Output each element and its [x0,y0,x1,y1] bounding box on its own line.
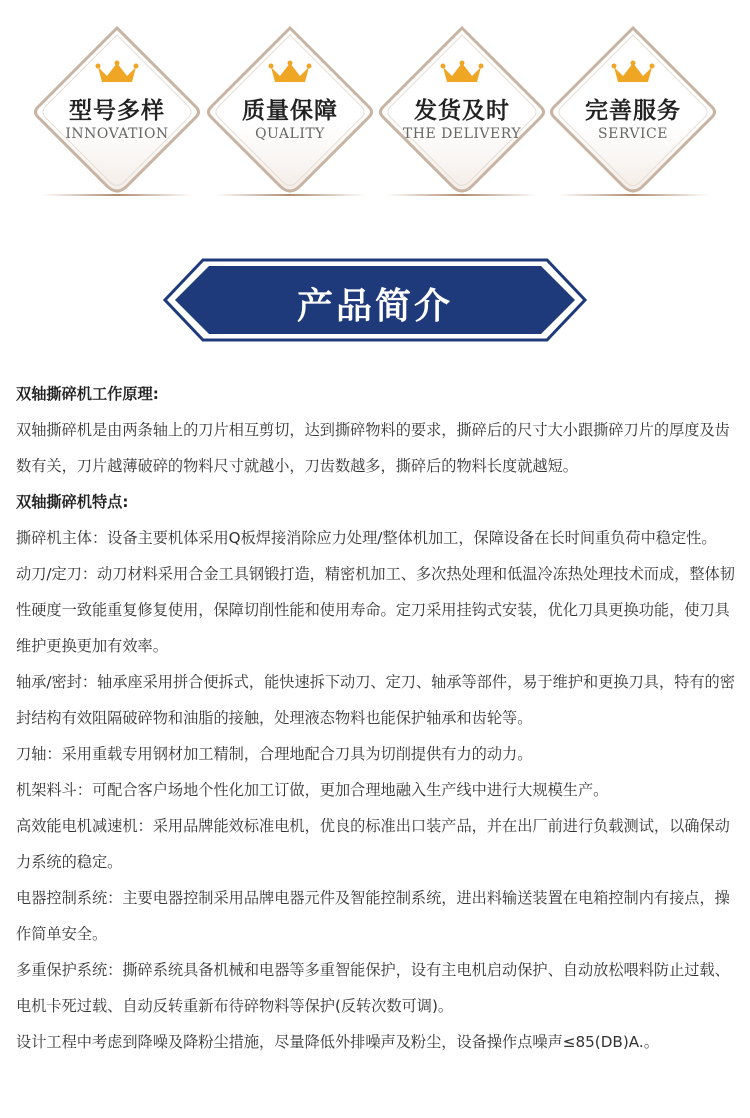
product-description [16,376,738,1060]
section-title: 产品简介 [296,286,453,327]
paragraph-body: 撕碎机主体：设备主要机体采用Q板焊接消除应力处理/整体机加工，保障设备在长时间重负荷中稳定性。 [16,529,717,547]
feature-title: 完善服务 [585,98,681,124]
principle-text: 双轴撕碎机是由两条轴上的刀片相互剪切，达到撕碎物料的要求，撕碎后的尺寸大小跟撕碎刀片的厚度及齿数有关，刀片越薄破碎的物料尺寸就越小，刀齿数越多，撕碎后的物料长度就越短。 [16,421,730,475]
crown-icon [95,60,139,86]
badge-shadow-line [558,194,708,196]
paragraph-bearing: 轴承/密封：轴承座采用拼合便拆式，能快速拆下动刀、定刀、轴承等部件，易于维护和更换刀具，特有的密封结构有效阻隔破碎物和油脂的接触，处理液态物料也能保护轴承和齿轮等。 [16,673,735,727]
paragraph-blades: 动刀/定刀：动刀材料采用合金工具钢锻打造，精密机加工、多次热处理和低温冷冻热处理技术而成，整体韧性硬度一致能重复修复使用，保障切削性能和使用寿命。定刀采用挂钩式安装，优化刀具更换功能，使刀具维护更换更加有效率。 [16,565,735,655]
badge-shadow-line [215,194,365,196]
crown-icon [611,60,655,86]
paragraph-motor: 高效能电机减速机：采用品牌能效标准电机，优良的标准出口装产品，并在出厂前进行负载测试，以确保动力系统的稳定。 [16,817,730,871]
feature-badge-quality [205,22,375,202]
crown-icon [268,60,312,86]
paragraph-frame: 机架料斗：可配合客户场地个性化加工订做，更加合理地融入生产线中进行大规模生产。 [16,781,609,799]
feature-title: 发货及时 [414,98,510,124]
feature-subtitle: QUALITY [255,126,325,142]
feature-badge-delivery [377,22,547,202]
feature-subtitle: INNOVATION [65,126,169,142]
badge-shadow-line [387,194,537,196]
feature-subtitle: THE DELIVERY [402,126,522,142]
feature-title: 型号多样 [69,98,165,124]
section-banner [163,258,587,342]
feature-badge-service [548,22,718,202]
paragraph-shaft: 刀轴：采用重载专用钢材加工精制，合理地配合刀具为切削提供有力的动力。 [16,745,533,763]
paragraph-control: 电器控制系统：主要电器控制采用品牌电器元件及智能控制系统，进出料输送装置在电箱控制内有接点，操作简单安全。 [16,889,730,943]
feature-subtitle: SERVICE [598,126,668,142]
feature-badges [0,0,750,210]
features-heading: 双轴撕碎机特点: [16,493,129,511]
paragraph-protection: 多重保护系统：撕碎系统具备机械和电器等多重智能保护，设有主电机启动保护、自动放松喂料防止过载、电机卡死过载、自动反转重新布待碎物料等保护(反转次数可调)。 [16,961,730,1015]
feature-title: 质量保障 [242,98,338,124]
principle-heading: 双轴撕碎机工作原理: [16,385,159,403]
feature-badge-variety [32,22,202,202]
badge-shadow-line [42,194,192,196]
paragraph-noise: 设计工程中考虑到降噪及降粉尘措施，尽量降低外排噪声及粉尘，设备操作点噪声≤85(DB)A.。 [16,1033,659,1051]
crown-icon [440,60,484,86]
